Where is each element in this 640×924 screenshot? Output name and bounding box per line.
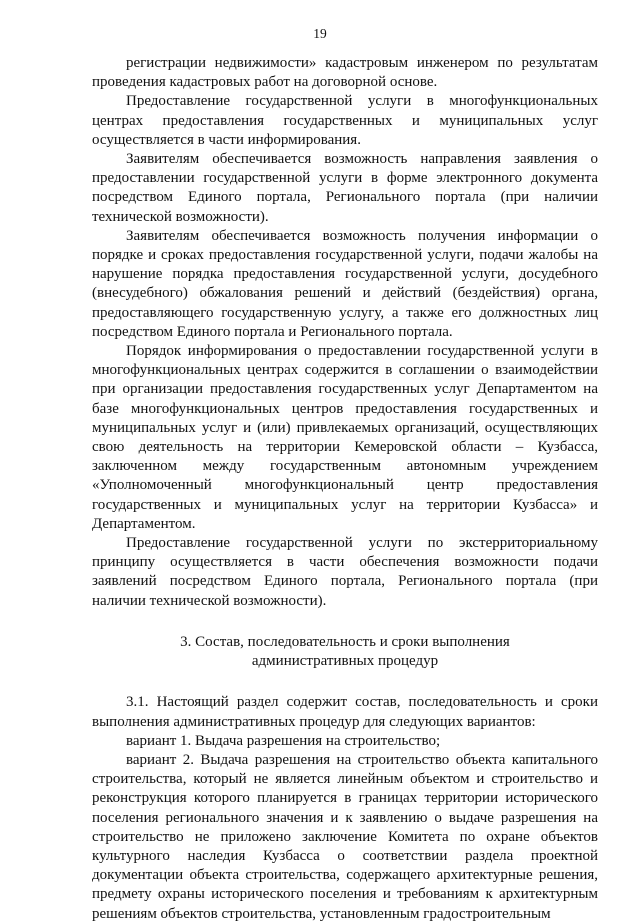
paragraph: Предоставление государственной услуги в многофункциональных центрах предоставления государственных и муниципальных услуг осуществляется в части информирования.	[92, 93, 598, 148]
document-body	[92, 54, 598, 924]
paragraph: 3.1. Настоящий раздел содержит состав, последовательность и сроки выполнения административных процедур для следующих вариантов:	[92, 694, 598, 730]
paragraph: Заявителям обеспечивается возможность получения информации о порядке и сроках предоставления государственной услуги, подачи жалобы на нарушение порядка предоставления государственной услуги, досудебного (внесудебного) обжалования решений и действий (бездействия) органа, предоставляющего государственную услугу, а также его должностных лиц посредством Единого портала и Регионального портала.	[92, 227, 598, 340]
paragraph: вариант 2. Выдача разрешения на строительство объекта капитального строительства, который не является линейным объектом и строительство и реконструкция которого планируется в границах территории исторического поселения регионального значения и к заявлению о выдаче разрешения на строительство не приложено заключение Комитета по охране объектов культурного наследия Кузбасса о соответствии раздела проектной документации объекта строительства, содержащего архитектурные решения, предмету охраны исторического поселения и требованиям к архитектурным решениям объектов строительства, установленным градостроительным	[92, 751, 598, 922]
paragraph: Порядок информирования о предоставлении государственной услуги в многофункциональных центрах содержится в соглашении о взаимодействии при организации предоставления государственных услуг Департаментом на базе многофункциональных центров предоставления государственных и муниципальных услуг и (или) привлекаемых организаций, осуществляющих свою деятельность на территории Кемеровской области – Кузбасса, заключенном между государственным автономным учреждением «Уполномоченный многофункциональный центр предоставления государственных и муниципальных услуг на территории Кузбасса» и Департаментом.	[92, 343, 598, 532]
section-heading	[92, 633, 598, 671]
page-number: 19	[313, 26, 327, 41]
paragraph: Предоставление государственной услуги по экстерриториальному принципу осуществляется в части обеспечения возможности подачи заявлений посредством Единого портала, Регионального портала (при наличии технической возможности).	[92, 535, 598, 609]
paragraph: регистрации недвижимости» кадастровым инженером по результатам проведения кадастровых работ на договорной основе.	[92, 55, 598, 91]
section-heading-line: 3. Состав, последовательность и сроки выполнения	[180, 633, 510, 650]
paragraph: Заявителям обеспечивается возможность направления заявления о предоставлении государственной услуги в форме электронного документа посредством Единого портала, Регионального портала (при наличии технической возможности).	[92, 151, 598, 225]
paragraph: вариант 1. Выдача разрешения на строительство;	[126, 732, 441, 749]
section-heading-line: административных процедур	[251, 653, 439, 670]
